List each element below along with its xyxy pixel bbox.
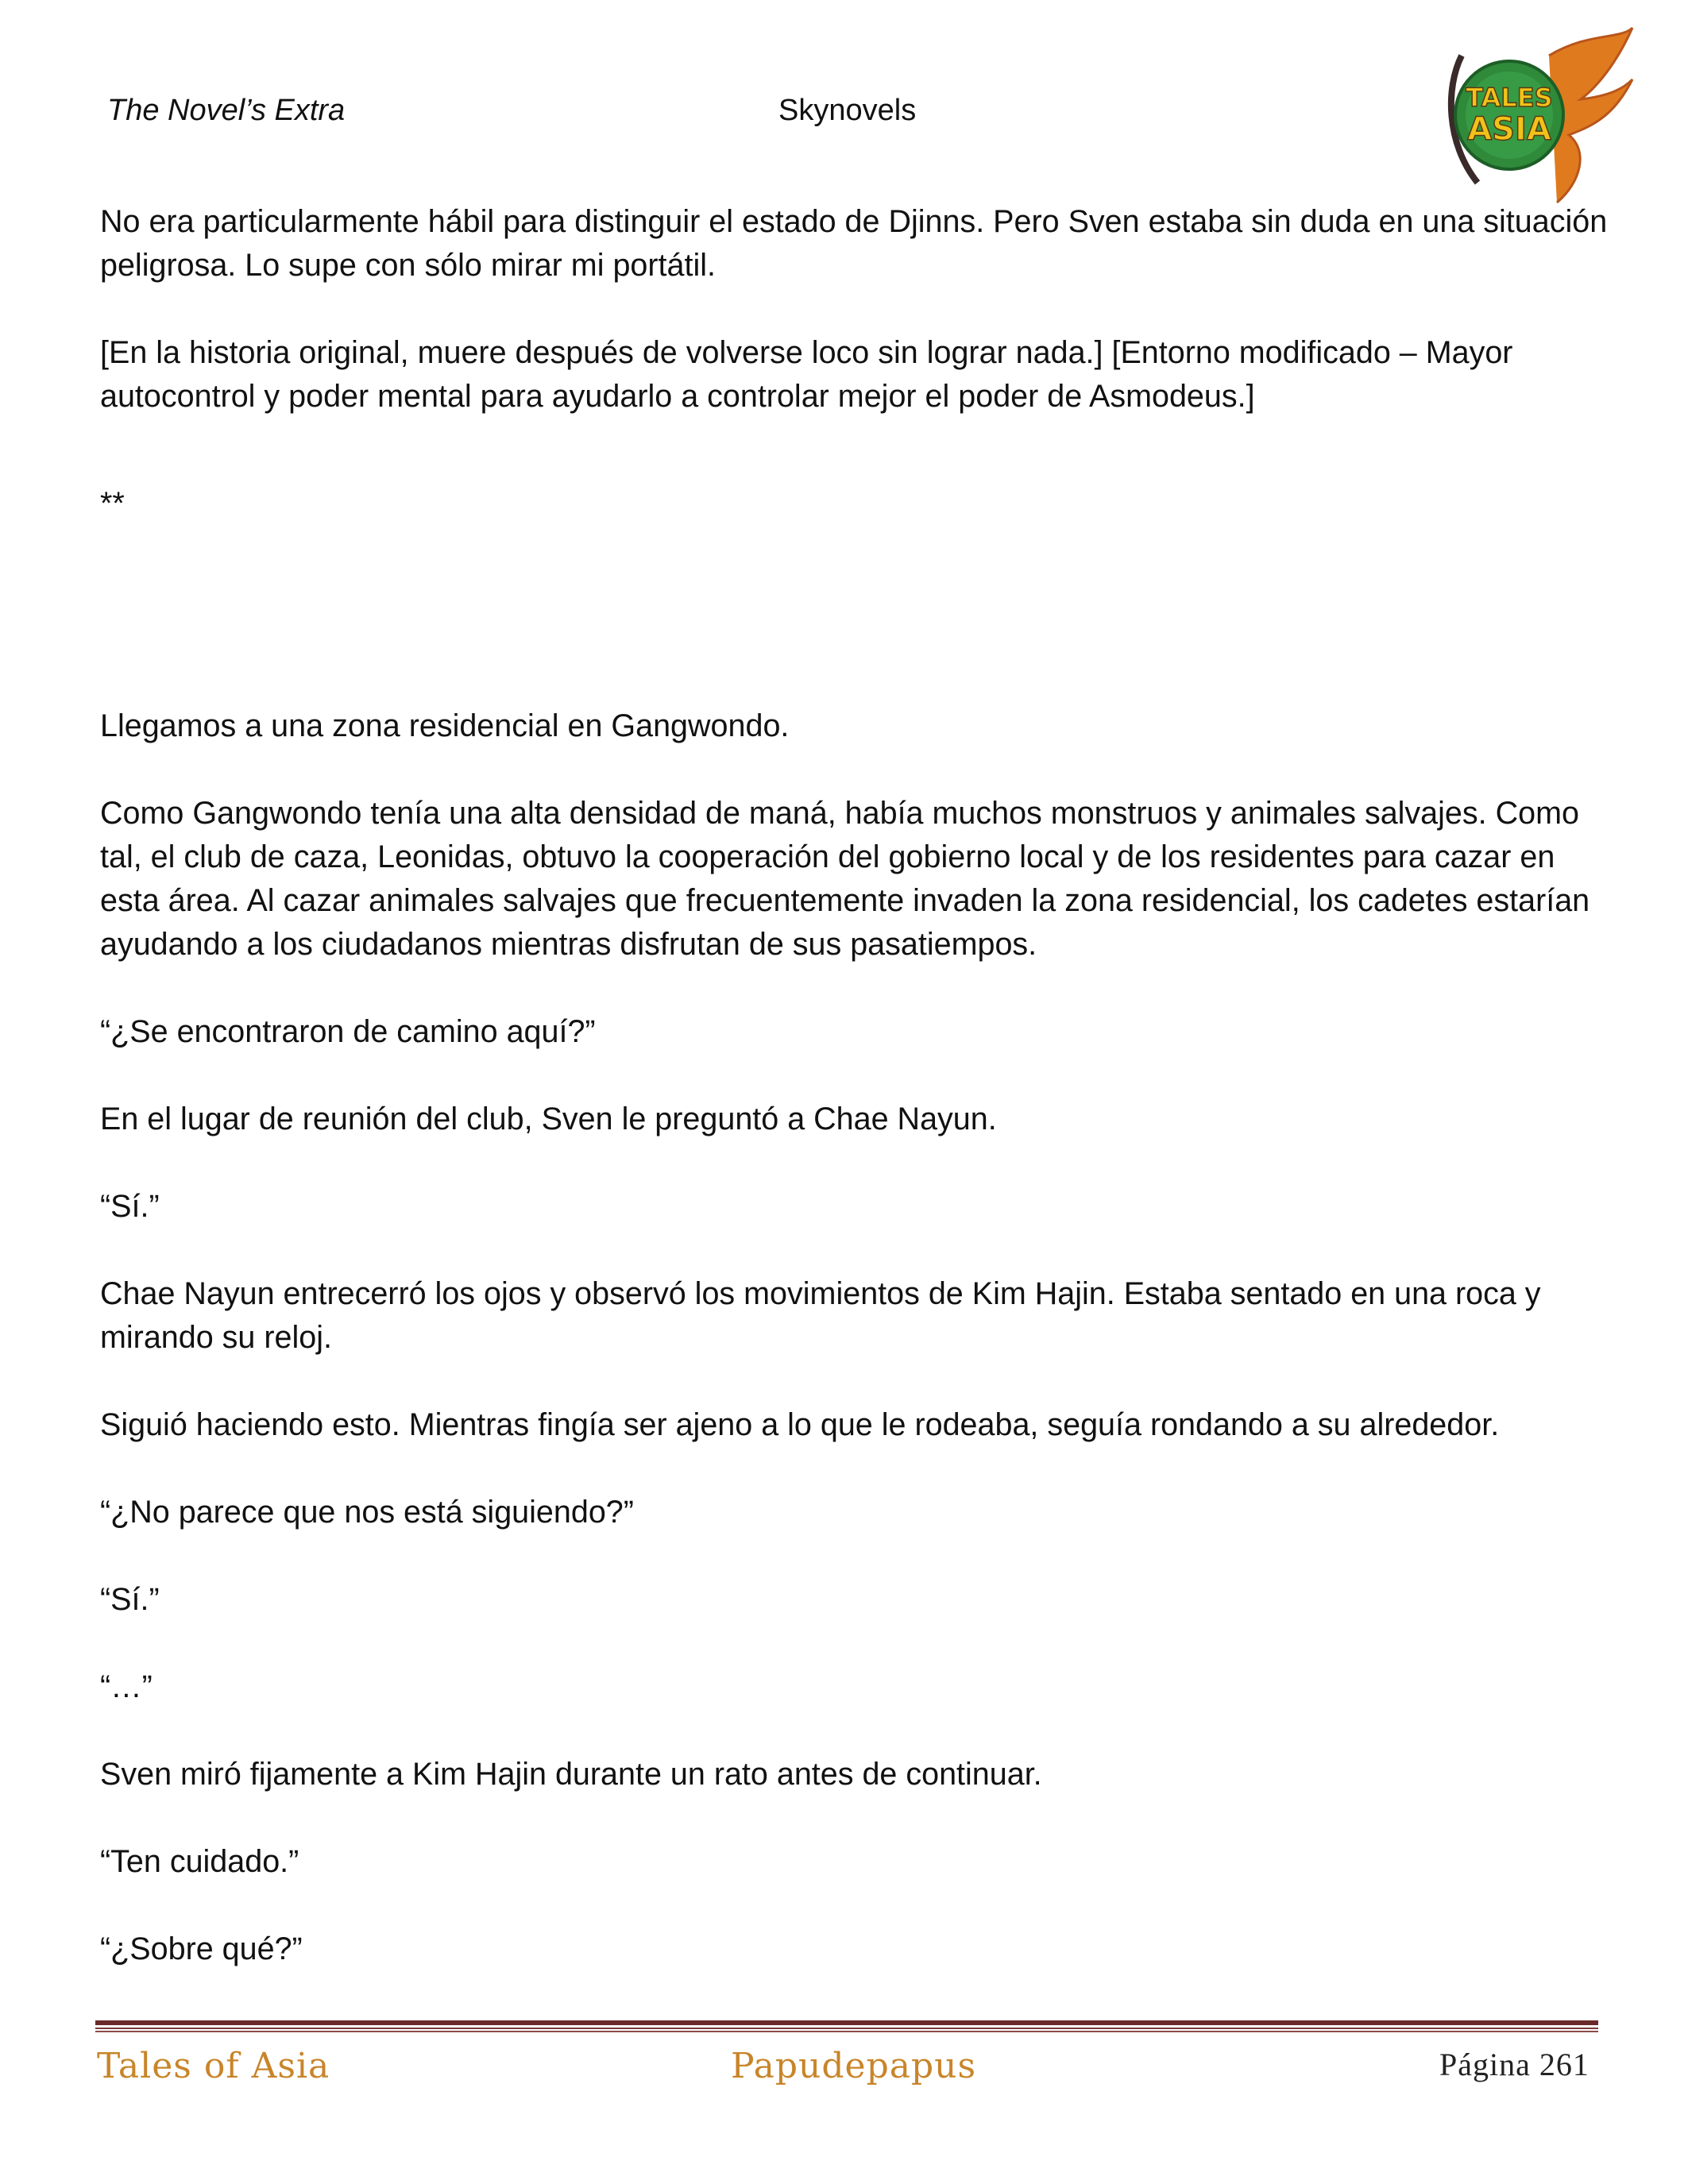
page-body xyxy=(100,200,1609,2015)
paragraph: En el lugar de reunión del club, Sven le preguntó a Chae Nayun. xyxy=(100,1102,997,1136)
paragraph: “¿No parece que nos está siguiendo?” xyxy=(100,1495,634,1530)
paragraph: “¿Se encontraron de camino aquí?” xyxy=(100,1014,596,1049)
paragraph: Llegamos a una zona residencial en Gangwondo. xyxy=(100,708,790,743)
paragraph: Como Gangwondo tenía una alta densidad de maná, había muchos monstruos y animales salvajes. Como tal, el club de caza, Leonidas, obtuvo la cooperación del gobierno local y de los residentes para cazar en esta área. Al cazar animales salvajes que frecuentemente invaden la zona residencial, los cadetes estarían ayudando a los ciudadanos mientras disfrutan de sus pasatiempos. xyxy=(100,796,1590,962)
logo-text-top: TALES xyxy=(1466,83,1553,113)
paragraph: Siguió haciendo esto. Mientras fingía ser ajeno a lo que le rodeaba, seguía rondando a su alrededor. xyxy=(100,1407,1500,1442)
scene-break: ** xyxy=(100,486,125,521)
paragraph: “Sí.” xyxy=(100,1582,160,1617)
footer-translator: Papudepapus xyxy=(731,2046,977,2086)
paragraph: [En la historia original, muere después de volverse loco sin lograr nada.] [Entorno modificado – Mayor autocontrol y poder mental para ayudarlo a controlar mejor el poder de Asmodeus.] xyxy=(100,335,1513,414)
paragraph: No era particularmente hábil para distinguir el estado de Djinns. Pero Sven estaba sin duda en una situación peligrosa. Lo supe con sólo mirar mi portátil. xyxy=(100,204,1608,283)
footer-publisher: Tales of Asia xyxy=(97,2046,330,2086)
paragraph: “Sí.” xyxy=(100,1189,160,1224)
header-title: The Novel’s Extra xyxy=(107,94,346,127)
footer-divider-thin xyxy=(95,2031,1598,2032)
footer-divider xyxy=(95,2020,1598,2025)
logo-text-bottom: ASIA xyxy=(1467,111,1551,148)
tales-of-asia-logo xyxy=(1430,24,1636,206)
paragraph: Sven miró fijamente a Kim Hajin durante un rato antes de continuar. xyxy=(100,1757,1042,1792)
paragraph: Chae Nayun entrecerró los ojos y observó los movimientos de Kim Hajin. Estaba sentado en una roca y mirando su reloj. xyxy=(100,1276,1541,1355)
paragraph: “Ten cuidado.” xyxy=(100,1844,299,1879)
footer-divider-thin xyxy=(95,2028,1598,2029)
page-number: Página 261 xyxy=(1439,2047,1590,2082)
header-site: Skynovels xyxy=(778,94,917,127)
paragraph: “…” xyxy=(100,1669,153,1704)
paragraph: “¿Sobre qué?” xyxy=(100,1931,303,1966)
